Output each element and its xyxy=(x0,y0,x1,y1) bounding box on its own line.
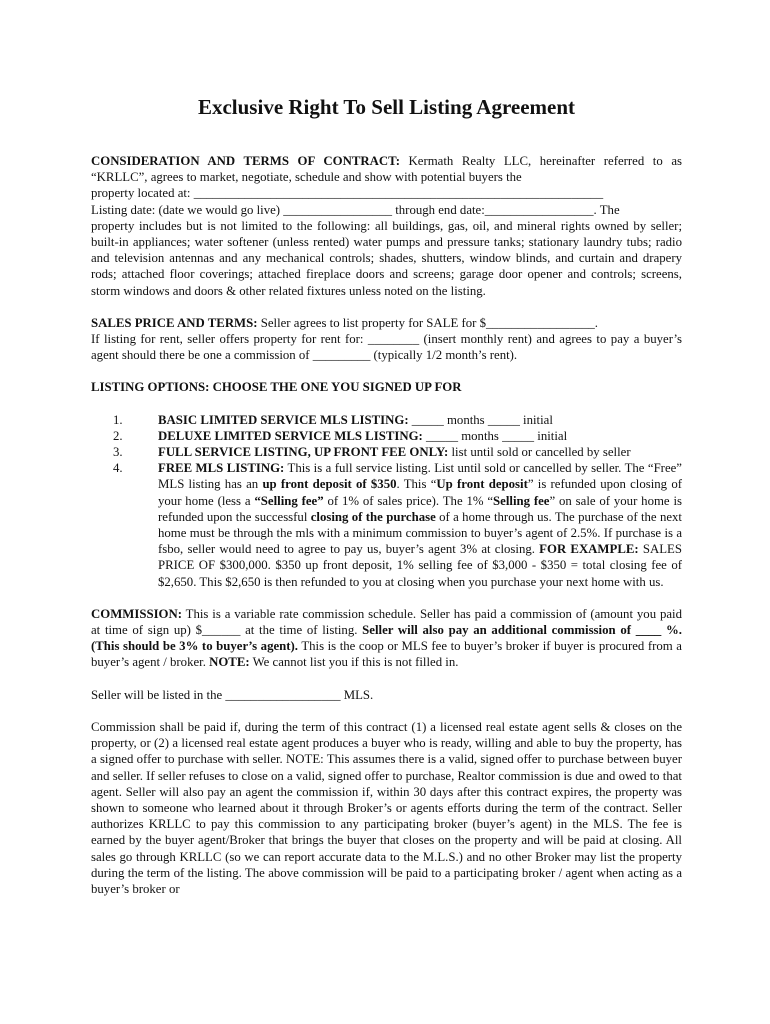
document-title: Exclusive Right To Sell Listing Agreement xyxy=(197,95,576,119)
property-location-line: property located at: ________________________________________________________________ xyxy=(91,186,604,201)
commission-paid-paragraph: Commission shall be paid if, during the term of this contract (1) a licensed real estate agent sells & closes on the property, or (2) a licensed real estate agent produces a buyer who is ready, willing and able to buy the property, has a signed offer to purchase with seller. NOTE: This assumes there is a valid, signed offer to purchase between buyer and seller. If seller refuses to close on a valid, signed offer to purchase, Realtor commission is due and owed to that agent. Seller will also pay an agent the commission if, within 30 days after this contract expires, the property was shown to someone who learned about it through Broker’s or agents efforts during the term of the contract. Seller authorizes KRLLC to pay this commission to any participating broker (buyer’s agent) in the MLS. The fee is earned by the buyer agent/Broker that brings the buyer that closes on the property and will be paid at closing. All sales go through KRLLC (so we can report accurate data to the M.L.S.) and no other Broker may list the property during the term of the listing. The above commission will be paid to a participating broker / agent when acting as a buyer’s broker or xyxy=(91,719,682,896)
list-item: 2. DELUXE LIMITED SERVICE MLS LISTING: _____ months _____ initial xyxy=(113,428,568,443)
consideration-heading: CONSIDERATION AND TERMS OF CONTRACT: xyxy=(91,154,400,168)
listing-dates-line: Listing date: (date we would go live) _________________ through end date:_________________. The xyxy=(91,202,620,217)
list-item: 3. FULL SERVICE LISTING, UP FRONT FEE ONLY: list until sold or cancelled by seller xyxy=(113,445,631,460)
commission-heading: COMMISSION: xyxy=(91,606,183,621)
sales-heading: SALES PRICE AND TERMS: xyxy=(91,315,258,330)
listing-options-heading-wrap xyxy=(91,379,682,395)
sales-section xyxy=(91,315,682,364)
commission-section: COMMISSION: This is a variable rate commission schedule. Seller has paid a commission of (amount you paid at time of sign up) $______ at the time of listing. Seller will also pay an additional commission of ____ %. (This should be 3% to buyer’s agent). This is the coop or MLS fee to buyer’s broker if buyer is procured from a buyer’s agent / broker. NOTE: We cannot list you if this is not filled in. xyxy=(91,606,682,670)
sales-text-2: If listing for rent, seller offers property for rent for: ________ (insert monthly rent) and agrees to pay a buyer’s agent should there be one a commission of _________ (typically 1/2 month’s rent). xyxy=(91,332,682,363)
list-item: 1. BASIC LIMITED SERVICE MLS LISTING: _____ months _____ initial xyxy=(113,412,553,427)
list-item: 4. FREE MLS LISTING: This is a full service listing. List until sold or cancelled by seller. The “Free” MLS listing has an up front deposit of $350. This “Up front deposit” is refunded upon closing of your home (less a “Selling fee” of 1% of sales price). The 1% “Selling fee” on sale of your home is refunded upon the successful closing of the purchase of a home through us. The purchase of the next home must be through the mls with a minimum commission to buyer’s agent of 2.5%. If purchase is a fsbo, seller would need to agree to pay us, buyer’s agent 3% at closing. FOR EXAMPLE: SALES PRICE OF $300,000. $350 up front deposit, 1% selling fee of $3,000 - $350 = total closing fee of $2,650. This $2,650 is then refunded to you at closing when you purchase your next home with us. xyxy=(113,461,682,589)
sales-text-1: Seller agrees to list property for SALE for $_________________. xyxy=(257,315,598,330)
consideration-text-1: Kermath Realty LLC, hereinafter referred to as “KRLLC”, agrees to market, negotiate, schedule and show with potential buyers the xyxy=(91,154,682,185)
consideration-text-2: property includes but is not limited to the following: all buildings, gas, oil, and mineral rights owned by seller; built-in appliances; water softener (unless rented) water pumps and pressure tanks; stationary laundry tubs; radio and television antennas and any mechanical controls; shades, shutters, window blinds, and curtain and drapery rods; attached floor coverings; attached fireplace doors and screens; garage door opener and controls; screens, storm windows and doors & other related fixtures unless noted on the listing. xyxy=(91,218,682,298)
listing-options-heading: LISTING OPTIONS: CHOOSE THE ONE YOU SIGNED UP FOR xyxy=(91,380,462,395)
consideration-section xyxy=(91,153,682,299)
listing-options-list xyxy=(91,412,682,590)
mls-line: Seller will be listed in the __________________ MLS. xyxy=(91,687,374,702)
